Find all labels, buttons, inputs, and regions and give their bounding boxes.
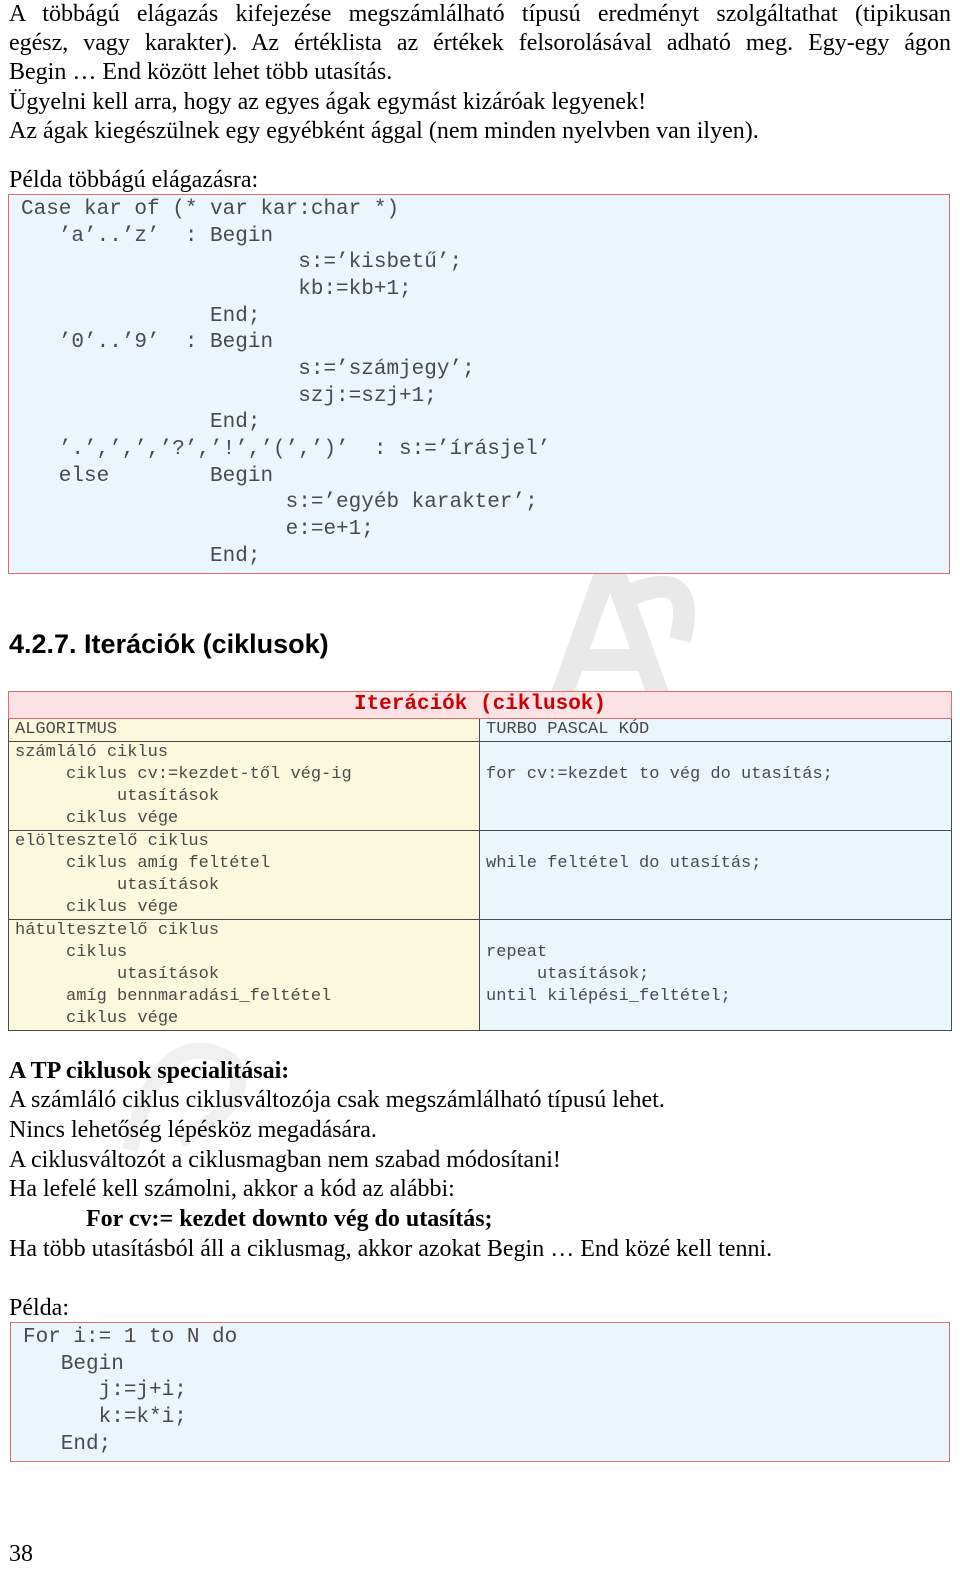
case-code-line: szj:=szj+1;: [21, 385, 437, 408]
for-example-label: Példa:: [9, 1295, 69, 1321]
intro-line-4: Ügyelni kell arra, hogy az egyes ágak egymást kizáróak legyenek!: [9, 89, 647, 115]
case-code-line: End;: [21, 305, 261, 328]
case-code-line: e:=e+1;: [21, 518, 374, 541]
for-code-line: For i:= 1 to N do: [23, 1326, 238, 1349]
table-row: [9, 742, 952, 831]
table-row: [9, 920, 952, 1031]
case-code-line: ’a’..’z’ : Begin: [21, 225, 274, 248]
case-code-line: ’.’,’,’,’?’,’!’,’(’,’)’ : s:=’írásjel’: [21, 438, 551, 461]
column-header-code: TURBO PASCAL KÓD: [480, 719, 952, 742]
section-heading: 4.2.7. Iterációk (ciklusok): [9, 629, 329, 659]
table-title-row: [9, 692, 952, 719]
for-code-line: Begin: [23, 1353, 124, 1376]
intro-line-1: A többágú elágazás kifejezése megszámlálható típusú eredményt szolgáltathat (tipikusan: [9, 1, 951, 27]
column-header-algorithm: ALGORITMUS: [9, 719, 480, 742]
algorithm-cell: számláló ciklus ciklus cv:=kezdet-től vég-ig utasítások ciklus vége: [9, 742, 480, 831]
tp-specs-line-1: A számláló ciklus ciklusváltozója csak megszámlálható típusú lehet.: [9, 1087, 665, 1113]
for-code-block: [10, 1322, 950, 1462]
for-code-line: End;: [23, 1433, 112, 1456]
case-code-line: kb:=kb+1;: [21, 278, 412, 301]
case-code-line: Case kar of (* var kar:char *): [21, 198, 400, 221]
tp-specs-line-4: Ha lefelé kell számolni, akkor a kód az alábbi:: [9, 1176, 455, 1202]
tp-specs-line-3: A ciklusváltozót a ciklusmagban nem szabad módosítani!: [9, 1147, 561, 1173]
code-cell: for cv:=kezdet to vég do utasítás;: [480, 742, 952, 831]
case-example-label: Példa többágú elágazásra:: [9, 167, 259, 193]
case-code-line: s:=’számjegy’;: [21, 358, 475, 381]
case-code-line: End;: [21, 545, 261, 568]
tp-specs-title: A TP ciklusok specialitásai:: [9, 1058, 290, 1084]
for-code-line: k:=k*i;: [23, 1406, 187, 1429]
case-code-line: End;: [21, 411, 261, 434]
algorithm-cell: elöltesztelő ciklus ciklus amíg feltétel utasítások ciklus vége: [9, 831, 480, 920]
downto-code: For cv:= kezdet downto vég do utasítás;: [86, 1206, 493, 1232]
iteration-table: [8, 691, 952, 1031]
tp-specs-line-2: Nincs lehetőség lépésköz megadására.: [9, 1117, 377, 1143]
tp-specs-last-line: Ha több utasításból áll a ciklusmag, akkor azokat Begin … End közé kell tenni.: [9, 1236, 773, 1262]
table-title: Iterációk (ciklusok): [9, 692, 952, 719]
table-row: [9, 831, 952, 920]
case-code-line: ’0’..’9’ : Begin: [21, 331, 274, 354]
code-cell: while feltétel do utasítás;: [480, 831, 952, 920]
case-code-block: [8, 194, 950, 574]
algorithm-cell: hátultesztelő ciklus ciklus utasítások amíg bennmaradási_feltétel ciklus vége: [9, 920, 480, 1031]
intro-line-3: Begin … End között lehet több utasítás.: [9, 59, 393, 85]
intro-line-2: egész, vagy karakter). Az értéklista az értékek felsorolásával adható meg. Egy-egy ágon: [9, 30, 951, 56]
case-code-line: else Begin: [21, 465, 274, 488]
code-cell: repeat utasítások; until kilépési_feltétel;: [480, 920, 952, 1031]
case-code-line: s:=’kisbetű’;: [21, 251, 463, 274]
table-header-row: [9, 719, 952, 742]
for-code-line: j:=j+i;: [23, 1379, 187, 1402]
intro-line-5: Az ágak kiegészülnek egy egyébként ággal (nem minden nyelvben van ilyen).: [9, 118, 759, 144]
page-number: 38: [9, 1541, 33, 1567]
case-code-line: s:=’egyéb karakter’;: [21, 491, 538, 514]
